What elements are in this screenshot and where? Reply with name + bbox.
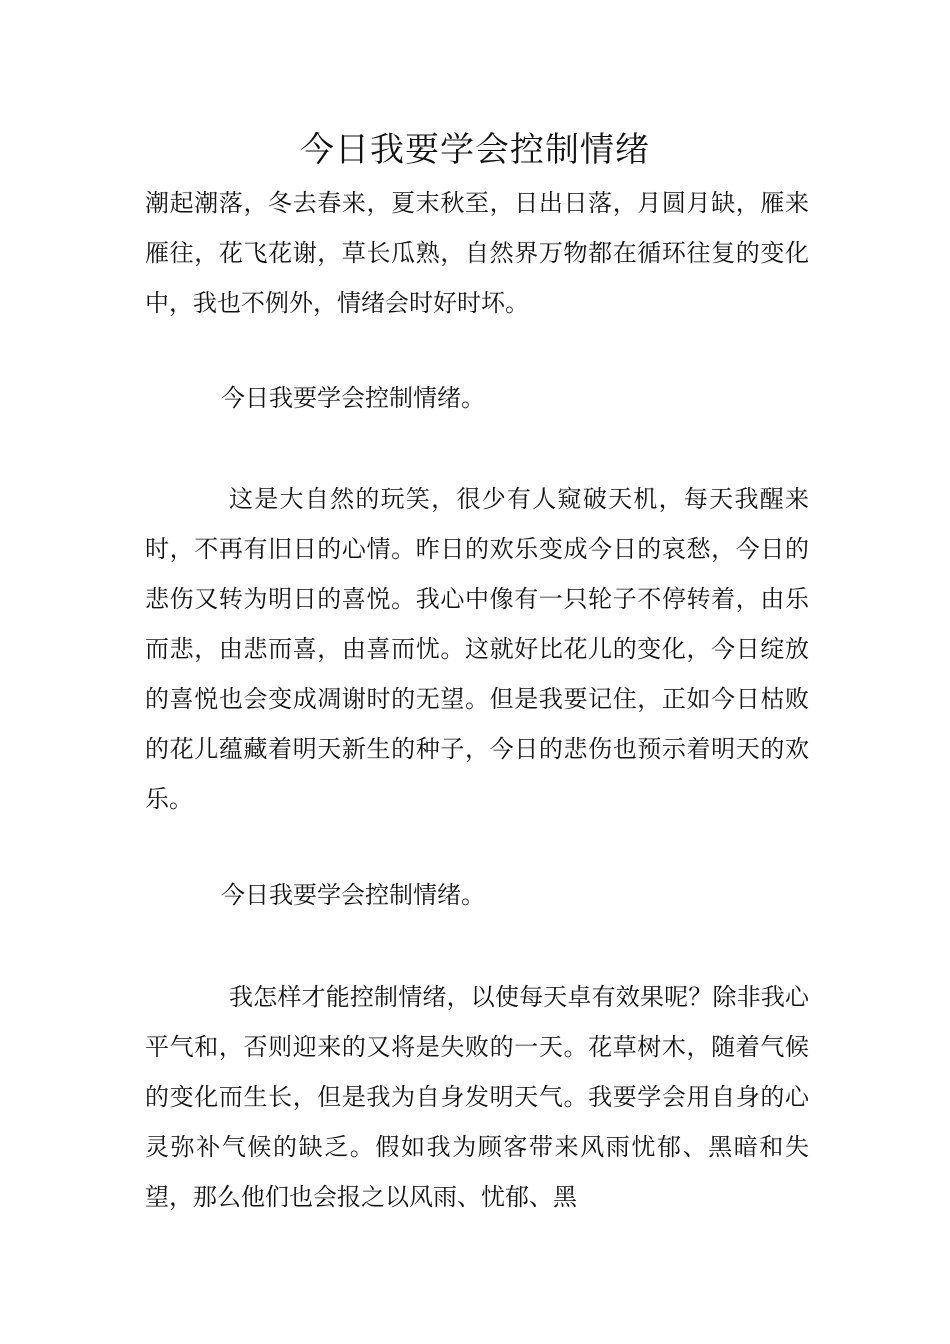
document-title: 今日我要学会控制情绪 (300, 130, 650, 170)
paragraph-5: 我怎样才能控制情绪，以使每天卓有效果呢？除非我心平气和，否则迎来的又将是失败的一天。花草树木，随着气候的变化而生长，但是我为自身发明天气。我要学会用自身的心灵弥补气候的缺乏。假如我为顾客带来风雨忧郁、黑暗和失望，那么他们也会报之以风雨、忧郁、黑 (145, 983, 809, 1211)
paragraph-4: 今日我要学会控制情绪。 (221, 881, 485, 909)
paragraph-1: 潮起潮落，冬去春来，夏末秋至，日出日落，月圆月缺，雁来雁往，花飞花谢，草长瓜熟，自然界万物都在循环往复的变化中，我也不例外，情绪会时好时坏。 (145, 189, 809, 317)
paragraph-2: 今日我要学会控制情绪。 (221, 384, 485, 412)
paragraph-3: 这是大自然的玩笑，很少有人窥破天机，每天我醒来时，不再有旧日的心情。昨日的欢乐变成今日的哀愁，今日的悲伤又转为明日的喜悦。我心中像有一只轮子不停转着，由乐而悲，由悲而喜，由喜而忧。这就好比花儿的变化，今日绽放的喜悦也会变成凋谢时的无望。但是我要记住，正如今日枯败的花儿蕴藏着明天新生的种子，今日的悲伤也预示着明天的欢乐。 (145, 485, 809, 813)
